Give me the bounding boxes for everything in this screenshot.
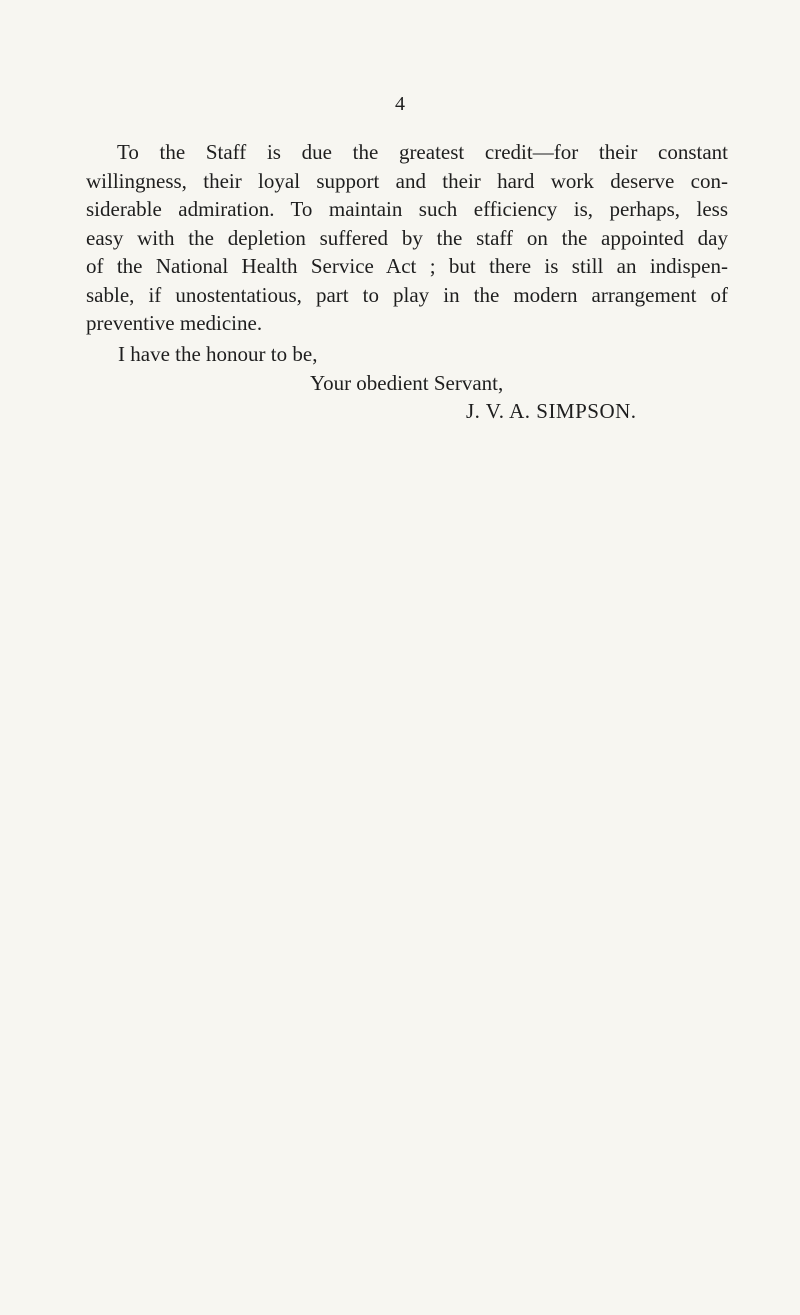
paragraph-line: easy with the depletion suffered by the staff on the appointed day <box>86 225 728 250</box>
paragraph-line: willingness, their loyal support and their hard work deserve con- <box>86 168 728 193</box>
body-paragraph <box>86 138 728 338</box>
paragraph-line: sable, if unostentatious, part to play in the modern arrangement of <box>86 282 728 307</box>
signature: J. V. A. SIMPSON. <box>466 399 637 423</box>
page-number: 4 <box>395 93 405 115</box>
closing-servant: Your obedient Servant, <box>310 371 504 395</box>
paragraph-line: of the National Health Service Act ; but there is still an indispen- <box>86 254 728 278</box>
paragraph-line: siderable admiration. To maintain such efficiency is, perhaps, less <box>86 197 728 221</box>
closing-salutation: I have the honour to be, <box>118 342 318 366</box>
paragraph-line: preventive medicine. <box>86 311 263 335</box>
paragraph-line: To the Staff is due the greatest credit—for their constant <box>117 140 728 164</box>
